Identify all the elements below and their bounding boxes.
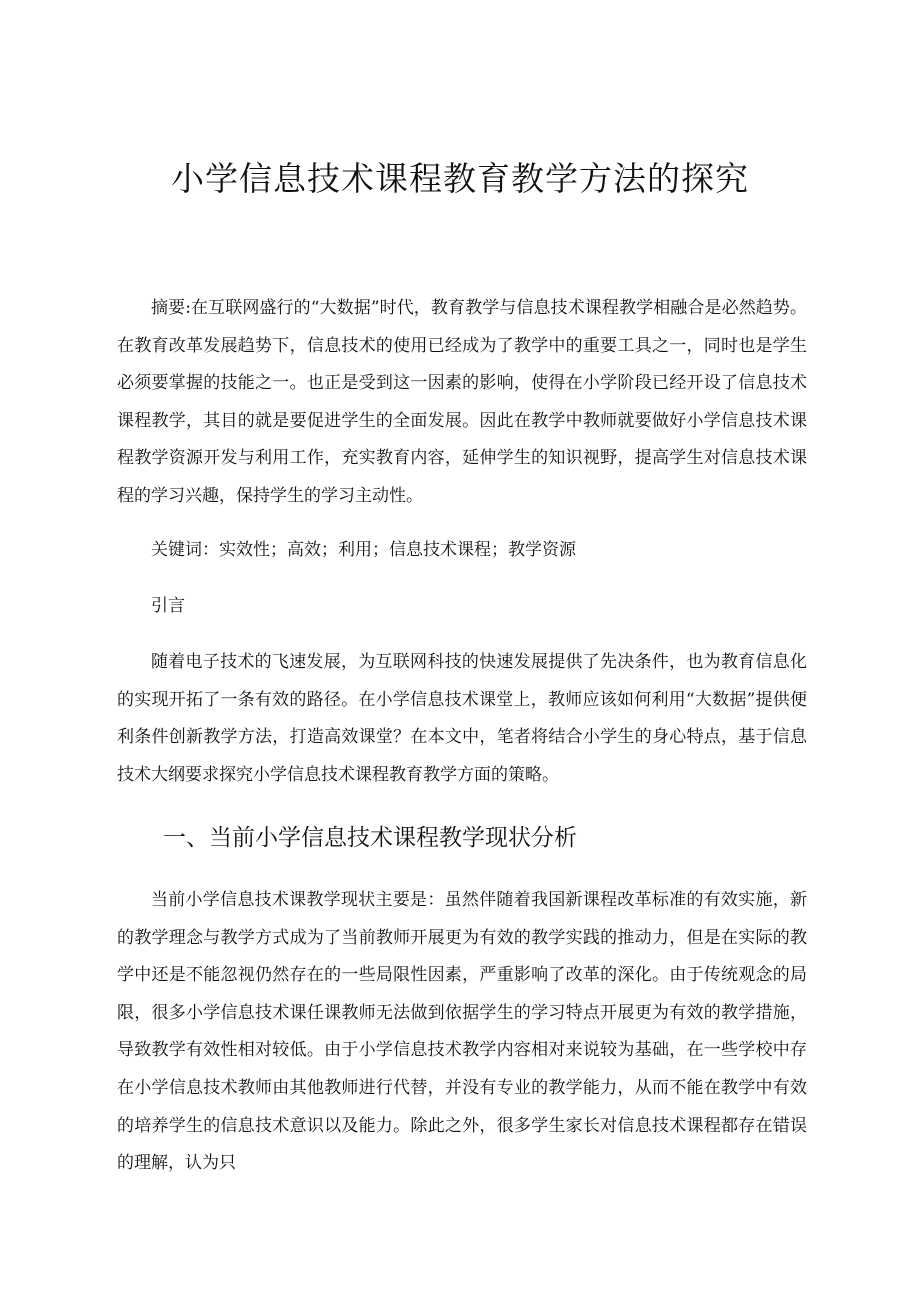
abstract-text: 在互联网盛行的“大数据”时代，教育教学与信息技术课程教学相融合是必然趋势。在教育改革发展趋势下，信息技术的使用已经成为了教学中的重要工具之一，同时也是学生必须要掌握的技能之一。也正是受到这一因素的影响，使得在小学阶段已经开设了信息技术课程教学，其目的就是要促进学生的全面发展。因此在教学中教师就要做好小学信息技术课程教学资源开发与利用工作，充实教育内容，延伸学生的知识视野，提高学生对信息技术课程的学习兴趣，保持学生的学习主动性。 — [117, 298, 807, 506]
keywords-line: 关键词：实效性；高效；利用；信息技术课程；教学资源 — [151, 540, 576, 560]
abstract-paragraph — [117, 290, 807, 516]
document-title: 小学信息技术课程教育教学方法的探究 — [171, 159, 749, 198]
abstract-label: 摘要: — [151, 298, 191, 318]
intro-heading: 引言 — [151, 596, 185, 616]
section-heading: 一、当前小学信息技术课程教学现状分析 — [163, 825, 577, 851]
intro-paragraph: 随着电子技术的飞速发展，为互联网科技的快速发展提供了先决条件，也为教育信息化的实现开拓了一条有效的路径。在小学信息技术课堂上，教师应该如何利用“大数据”提供便利条件创新教学方法，打造高效课堂？在本文中，笔者将结合小学生的身心特点，基于信息技术大纲要求探究小学信息技术课程教育教学方面的策略。 — [117, 652, 807, 785]
section-paragraph: 当前小学信息技术课教学现状主要是：虽然伴随着我国新课程改革标准的有效实施，新的教学理念与教学方式成为了当前教师开展更为有效的教学实践的推动力，但是在实际的教学中还是不能忽视仍然存在的一些局限性因素，严重影响了改革的深化。由于传统观念的局限，很多小学信息技术课任课教师无法做到依据学生的学习特点开展更为有效的教学措施，导致教学有效性相对较低。由于小学信息技术教学内容相对来说较为基础，在一些学校中存在小学信息技术教师由其他教师进行代替，并没有专业的教学能力，从而不能在教学中有效的培养学生的信息技术意识以及能力。除此之外，很多学生家长对信息技术课程都存在错误的理解，认为只 — [117, 890, 807, 1174]
